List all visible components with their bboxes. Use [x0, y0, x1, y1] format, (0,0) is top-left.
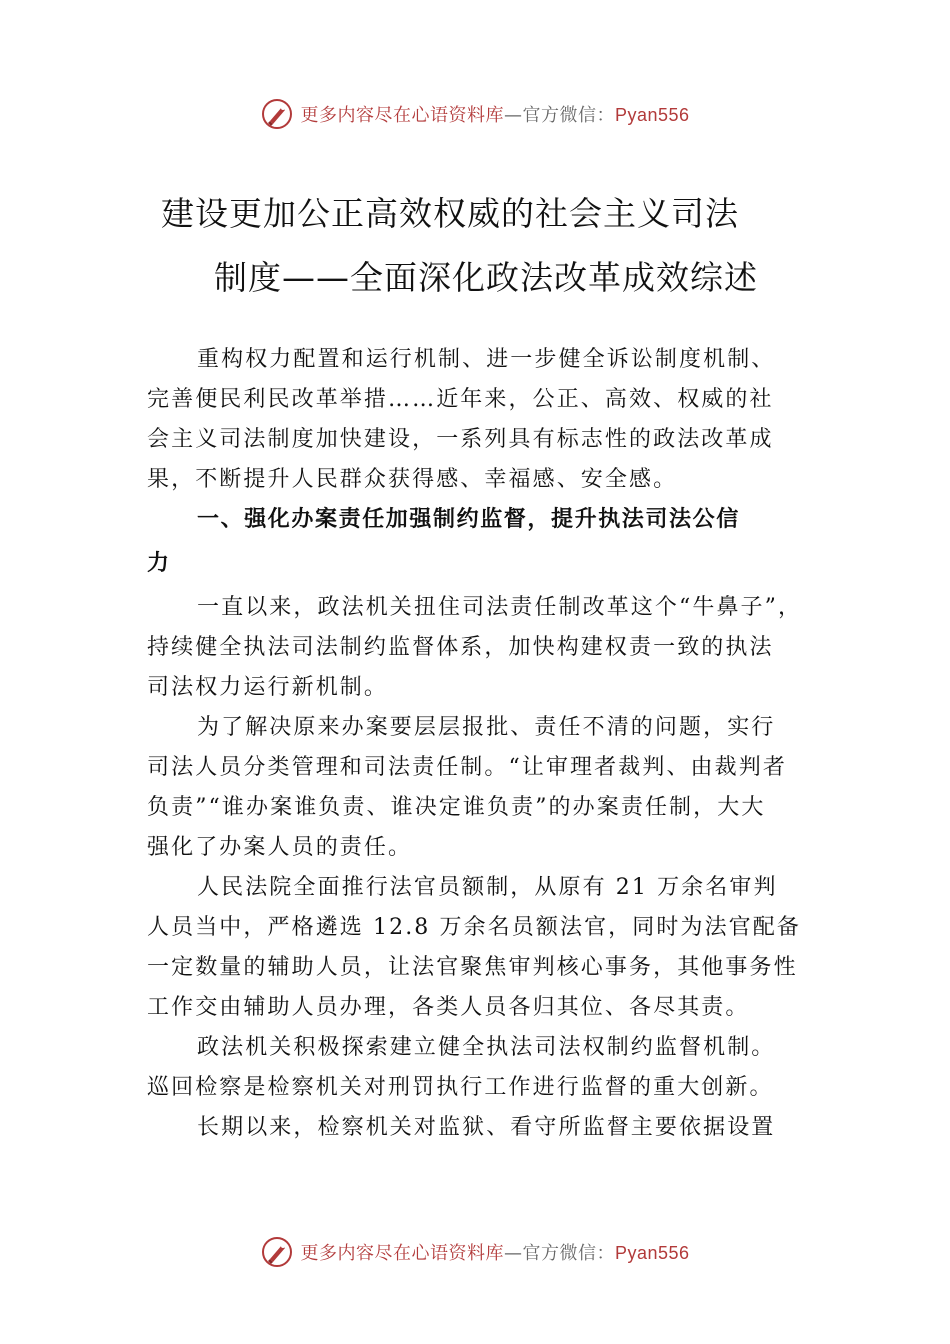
paragraph-line: 人民法院全面推行法官员额制，从原有 21 万余名审判 — [197, 875, 778, 900]
paragraph-line: 政法机关积极探索建立健全执法司法权制约监督机制。 — [197, 1035, 776, 1060]
banner-official: 官方微信： — [522, 105, 615, 126]
section-heading-line: 力 — [147, 551, 171, 576]
banner-wechat-id: Pyan556 — [614, 1243, 690, 1263]
paragraph-line: 长期以来，检察机关对监狱、看守所监督主要依据设置 — [197, 1115, 776, 1140]
page-title-line-2: 制度——全面深化政法改革成效综述 — [214, 258, 758, 297]
banner-official: 官方微信： — [522, 1243, 615, 1264]
paragraph-line: 一定数量的辅助人员，让法官聚焦审判核心事务，其他事务性 — [147, 955, 798, 980]
banner-separator: — — [503, 105, 523, 126]
banner-wechat-id: Pyan556 — [614, 105, 690, 125]
paragraph-line: 重构权力配置和运行机制、进一步健全诉讼制度机制、 — [197, 347, 776, 372]
paragraph-line: 持续健全执法司法制约监督体系，加快构建权责一致的执法 — [147, 635, 774, 660]
pen-nib-logo-icon — [260, 1235, 294, 1269]
banner-text — [300, 1239, 689, 1265]
footer-banner — [0, 1232, 950, 1272]
banner-text — [300, 101, 689, 127]
header-banner — [0, 94, 950, 134]
page-title-line-1: 建设更加公正高效权威的社会主义司法 — [161, 194, 739, 233]
paragraph-line: 负责”“谁办案谁负责、谁决定谁负责”的办案责任制，大大 — [147, 795, 766, 820]
pen-nib-logo-icon — [260, 97, 294, 131]
paragraph-line: 司法人员分类管理和司法责任制。“让审理者裁判、由裁判者 — [147, 755, 787, 780]
paragraph-line: 完善便民利民改革举措……近年来，公正、高效、权威的社 — [147, 387, 774, 412]
paragraph-line: 巡回检察是检察机关对刑罚执行工作进行监督的重大创新。 — [147, 1075, 774, 1100]
banner-brand: 更多内容尽在心语资料库 — [300, 105, 504, 126]
paragraph-line: 会主义司法制度加快建设，一系列具有标志性的政法改革成 — [147, 427, 774, 452]
paragraph-line: 强化了办案人员的责任。 — [147, 835, 413, 860]
paragraph-line: 工作交由辅助人员办理，各类人员各归其位、各尽其责。 — [147, 995, 750, 1020]
paragraph-line: 为了解决原来办案要层层报批、责任不清的问题，实行 — [197, 715, 776, 740]
paragraph-line: 一直以来，政法机关扭住司法责任制改革这个“牛鼻子”， — [197, 595, 803, 620]
banner-separator: — — [503, 1243, 523, 1264]
section-heading-line: 一、强化办案责任加强制约监督，提升执法司法公信 — [197, 507, 740, 532]
paragraph-line: 司法权力运行新机制。 — [147, 675, 389, 700]
article-body — [147, 340, 819, 1148]
banner-brand: 更多内容尽在心语资料库 — [300, 1243, 504, 1264]
paragraph-line: 人员当中，严格遴选 12.8 万余名员额法官，同时为法官配备 — [147, 915, 801, 940]
paragraph-line: 果，不断提升人民群众获得感、幸福感、安全感。 — [147, 467, 678, 492]
